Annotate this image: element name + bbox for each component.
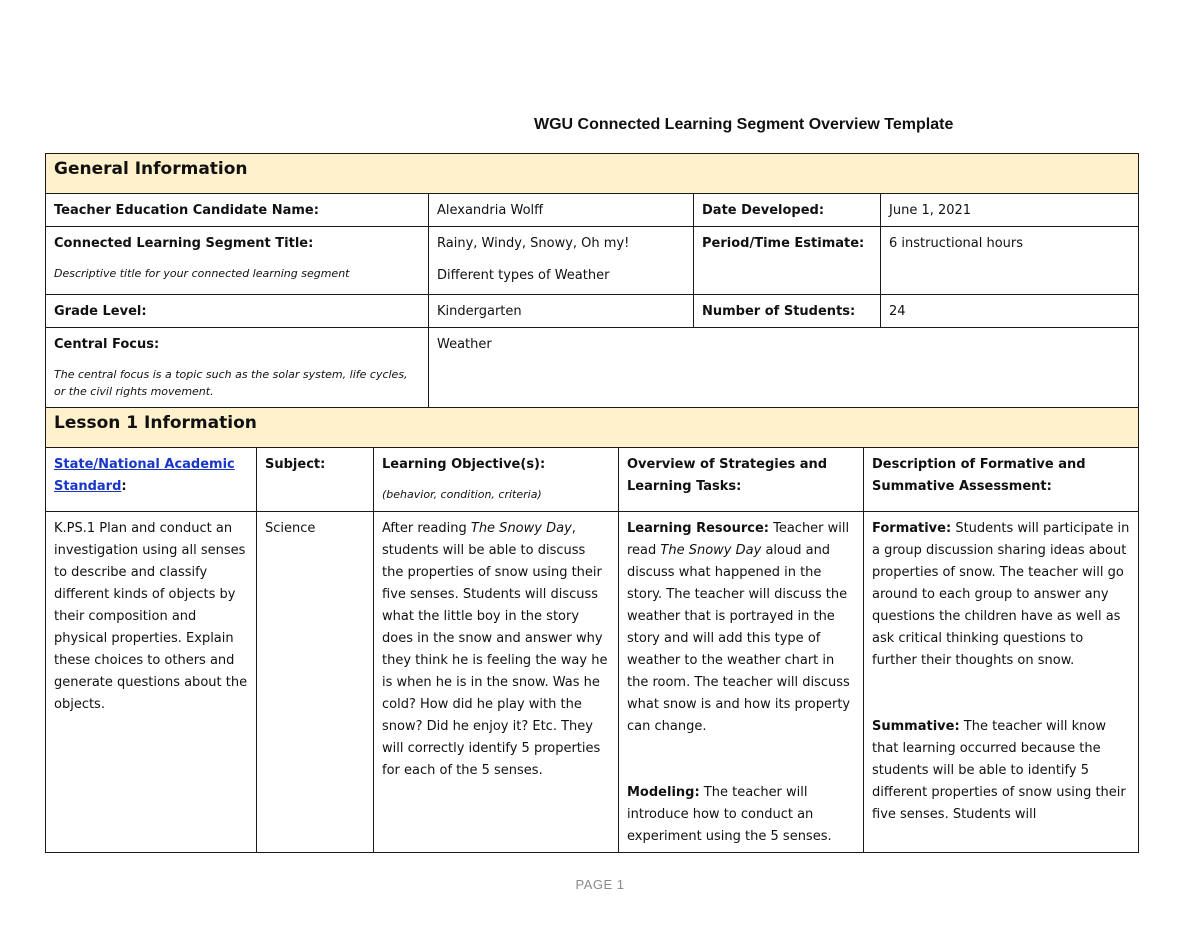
- paragraph-spacer: [627, 738, 855, 782]
- strategies-text-cell: [619, 512, 864, 853]
- modeling-label: Modeling:: [627, 785, 700, 800]
- segment-title-line2: Different types of Weather: [437, 268, 610, 283]
- subject-text: Science: [257, 512, 374, 853]
- strategies-header: Overview of Strategies and Learning Tasks:: [619, 448, 864, 512]
- central-focus-value: Weather: [429, 328, 1139, 409]
- segment-title-label: Connected Learning Segment Title:: [54, 236, 314, 251]
- paragraph-spacer: [872, 672, 1130, 716]
- central-focus-label-cell: [46, 328, 429, 409]
- standard-header-colon: :: [121, 479, 127, 494]
- subject-header: Subject:: [257, 448, 374, 512]
- objective-header: Learning Objective(s):: [382, 457, 546, 472]
- grade-level-value: Kindergarten: [429, 295, 694, 328]
- learning-resource-pre: Teacher will read: [627, 521, 850, 558]
- learning-resource-book-title: The Snowy Day: [660, 543, 762, 558]
- standard-link[interactable]: State/National Academic Standard: [54, 457, 235, 494]
- page-number: PAGE 1: [575, 877, 625, 892]
- lesson-1-information-header: Lesson 1 Information: [46, 408, 1139, 448]
- standard-text: K.PS.1 Plan and conduct an investigation using all senses to describe and classify different kinds of objects by their composition and physical properties. Explain these choices to others and generate questions about the objects.: [46, 512, 257, 853]
- objective-header-hint: (behavior, condition, criteria): [382, 488, 542, 501]
- number-of-students-value: 24: [881, 295, 1139, 328]
- segment-title-hint: Descriptive title for your connected learning segment: [54, 267, 350, 280]
- central-focus-hint: The central focus is a topic such as the solar system, life cycles, or the civil rights movement.: [54, 368, 408, 398]
- segment-title-label-cell: [46, 227, 429, 295]
- period-estimate-value: 6 instructional hours: [881, 227, 1139, 295]
- number-of-students-label: Number of Students:: [694, 295, 881, 328]
- lesson-1-information-table: [45, 407, 1139, 853]
- objective-header-cell: [374, 448, 619, 512]
- date-developed-value: June 1, 2021: [881, 194, 1139, 227]
- standard-header-cell: [46, 448, 257, 512]
- formative-text: Students will participate in a group discussion sharing ideas about properties of snow. The teacher will go around to each group to answer any questions the children have as well as ask critical thinking questions to further their thoughts on snow.: [872, 521, 1130, 668]
- date-developed-label: Date Developed:: [694, 194, 881, 227]
- document-title: WGU Connected Learning Segment Overview Template: [534, 116, 954, 133]
- candidate-name-label: Teacher Education Candidate Name:: [46, 194, 429, 227]
- candidate-name-value: Alexandria Wolff: [429, 194, 694, 227]
- objective-text-post: , students will be able to discuss the properties of snow using their five senses. Students will discuss what the little boy in the story does in the snow and answer why they think he is feeling the way he is when he is in the snow. Was he cold? How did he play with the snow? Did he enjoy it? Etc. They will correctly identify 5 properties for each of the 5 senses.: [382, 521, 608, 778]
- objective-book-title: The Snowy Day: [470, 521, 572, 536]
- learning-resource-post: aloud and discuss what happened in the story. The teacher will discuss the weather that is portrayed in the story and will add this type of weather to the weather chart in the room. The teacher will discuss what snow is and how its property can change.: [627, 543, 851, 734]
- assessment-text-cell: [864, 512, 1139, 853]
- period-estimate-label: Period/Time Estimate:: [694, 227, 881, 295]
- general-information-header: General Information: [46, 154, 1139, 194]
- objective-text-pre: After reading: [382, 521, 471, 536]
- learning-resource-label: Learning Resource:: [627, 521, 769, 536]
- grade-level-label: Grade Level:: [46, 295, 429, 328]
- summative-text: The teacher will know that learning occurred because the students will be able to identify 5 different properties of snow using their five senses. Students will: [872, 719, 1126, 822]
- modeling-text: The teacher will introduce how to conduct an experiment using the 5 senses.: [627, 785, 832, 844]
- summative-label: Summative:: [872, 719, 960, 734]
- objective-text-cell: [374, 512, 619, 853]
- segment-title-line1: Rainy, Windy, Snowy, Oh my!: [437, 236, 630, 251]
- formative-label: Formative:: [872, 521, 952, 536]
- assessment-header: Description of Formative and Summative Assessment:: [864, 448, 1139, 512]
- central-focus-label: Central Focus:: [54, 337, 160, 352]
- general-information-table: [45, 153, 1139, 409]
- segment-title-value-cell: [429, 227, 694, 295]
